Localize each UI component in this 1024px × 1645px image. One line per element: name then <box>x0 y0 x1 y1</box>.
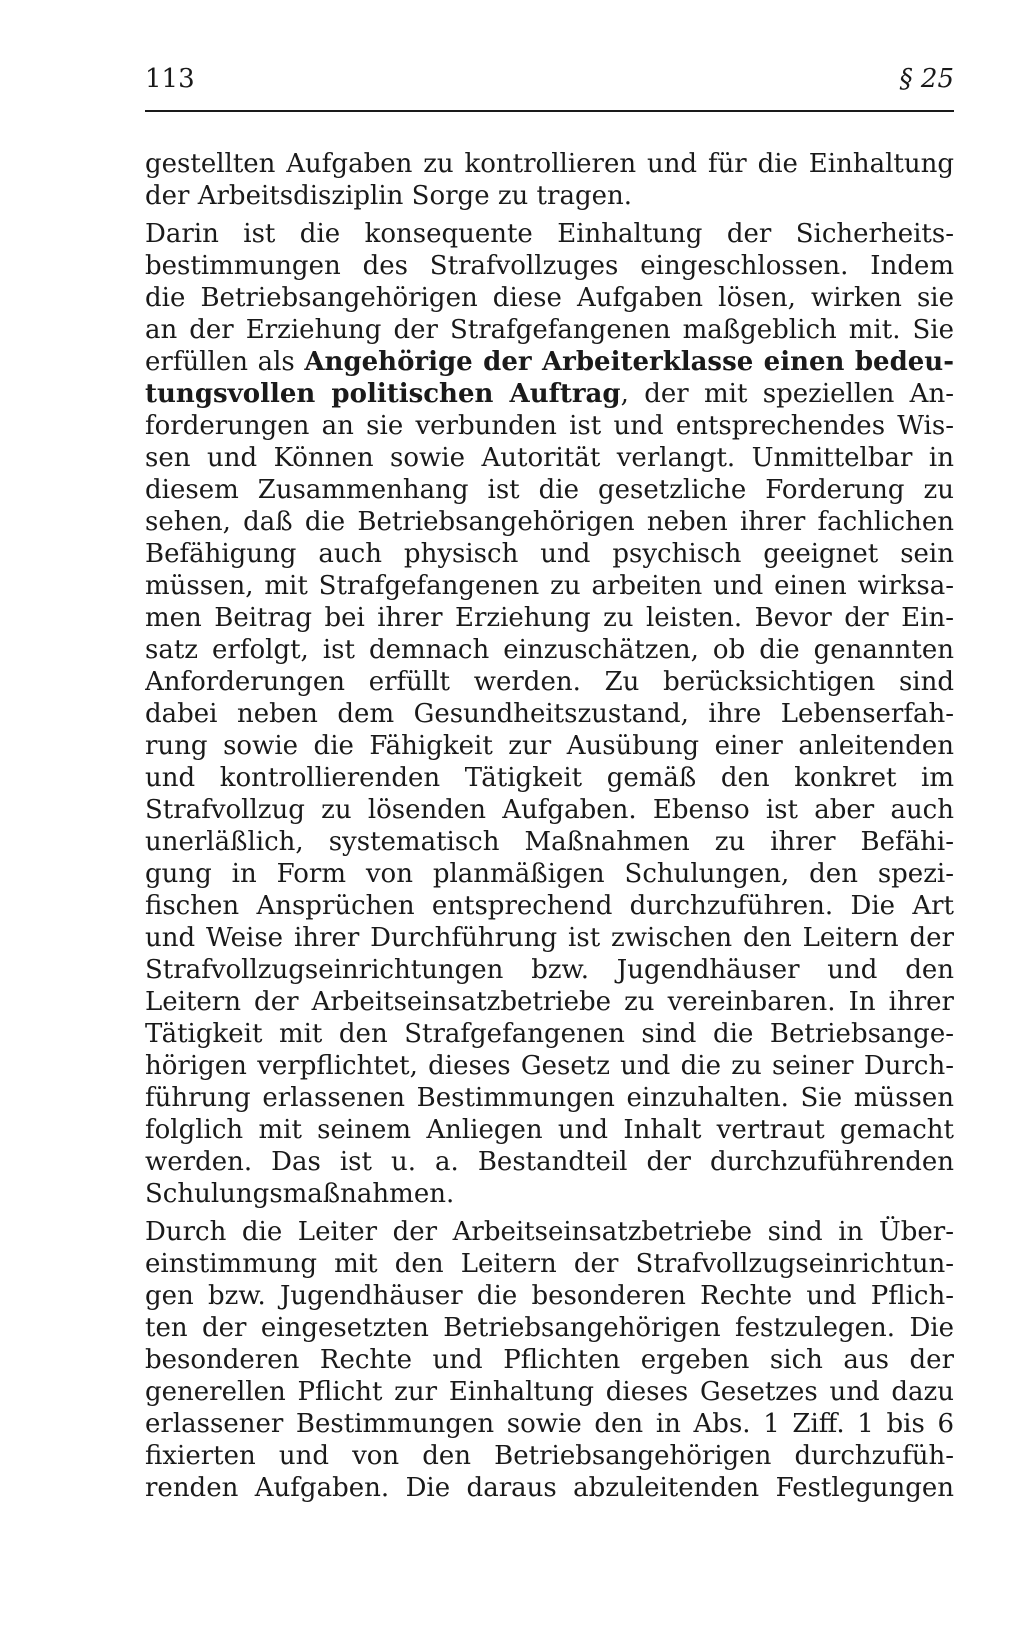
text-segment: satz erfolgt, ist demnach einzuschätzen, ob die genannten <box>145 635 954 665</box>
text-segment: erlassener Bestimmungen sowie den in Abs. 1 Ziff. 1 bis 6 <box>145 1409 954 1439</box>
header-rule <box>145 110 954 112</box>
text-line <box>145 506 954 538</box>
text-line <box>145 282 954 314</box>
text-line <box>145 634 954 666</box>
text-line <box>145 218 954 250</box>
text-segment: , der mit speziellen An- <box>620 379 954 409</box>
text-segment: einstimmung mit den Leitern der Strafvollzugseinrichtun- <box>145 1249 954 1279</box>
text-line <box>145 922 954 954</box>
page-number: 113 <box>145 64 195 94</box>
text-segment: fischen Ansprüchen entsprechend durchzuführen. Die Art <box>145 891 954 921</box>
text-segment: die Betriebsangehörigen diese Aufgaben lösen, wirken sie <box>145 283 954 313</box>
text-segment: werden. Das ist u. a. Bestandteil der durchzuführenden <box>145 1147 954 1177</box>
text-line <box>145 1440 954 1472</box>
text-segment: men Beitrag bei ihrer Erziehung zu leisten. Bevor der Ein- <box>145 603 954 633</box>
text-segment: Tätigkeit mit den Strafgefangenen sind die Betriebsange- <box>145 1019 954 1049</box>
text-line <box>145 986 954 1018</box>
text-segment: Schulungsmaßnahmen. <box>145 1179 455 1209</box>
text-line <box>145 1312 954 1344</box>
text-line <box>145 954 954 986</box>
text-segment: ten der eingesetzten Betriebsangehörigen festzulegen. Die <box>145 1313 954 1343</box>
text-segment: generellen Pflicht zur Einhaltung dieses Gesetzes und dazu <box>145 1377 954 1407</box>
text-line <box>145 1216 954 1248</box>
page-header <box>145 64 954 98</box>
text-segment: besonderen Rechte und Pflichten ergeben sich aus der <box>145 1345 954 1375</box>
text-line <box>145 1472 954 1504</box>
text-segment: hörigen verpflichtet, dieses Gesetz und die zu seiner Durch- <box>145 1051 954 1081</box>
text-line <box>145 698 954 730</box>
bold-text: Angehörige der Arbeiterklasse einen bedeu- <box>304 347 954 377</box>
text-line <box>145 1050 954 1082</box>
bold-text: tungsvollen politischen Auftrag <box>145 379 621 409</box>
text-segment: Befähigung auch physisch und psychisch geeignet sein <box>145 539 954 569</box>
text-line <box>145 1018 954 1050</box>
text-line <box>145 570 954 602</box>
text-line <box>145 1178 954 1210</box>
text-segment: Strafvollzugseinrichtungen bzw. Jugendhäuser und den <box>145 955 954 985</box>
text-line <box>145 378 954 410</box>
text-segment: rung sowie die Fähigkeit zur Ausübung einer anleitenden <box>145 731 954 761</box>
text-segment: Leitern der Arbeitseinsatzbetriebe zu vereinbaren. In ihrer <box>145 987 954 1017</box>
text-segment: und kontrollierenden Tätigkeit gemäß den konkret im <box>145 763 954 793</box>
text-segment: unerläßlich, systematisch Maßnahmen zu ihrer Befähi- <box>145 827 954 857</box>
text-line <box>145 666 954 698</box>
text-line <box>145 1248 954 1280</box>
text-line <box>145 1114 954 1146</box>
text-line <box>145 602 954 634</box>
text-segment: der Arbeitsdisziplin Sorge zu tragen. <box>145 181 632 211</box>
text-line <box>145 794 954 826</box>
text-line <box>145 410 954 442</box>
text-line <box>145 1344 954 1376</box>
text-segment: gung in Form von planmäßigen Schulungen, den spezi- <box>145 859 954 889</box>
text-segment: dabei neben dem Gesundheitszustand, ihre Lebenserfah- <box>145 699 954 729</box>
body-text <box>145 148 954 1504</box>
text-segment: diesem Zusammenhang ist die gesetzliche Forderung zu <box>145 475 954 505</box>
text-line <box>145 1082 954 1114</box>
text-segment: erfüllen als <box>145 347 305 377</box>
text-line <box>145 762 954 794</box>
text-segment: müssen, mit Strafgefangenen zu arbeiten und einen wirksa- <box>145 571 954 601</box>
text-line <box>145 1280 954 1312</box>
text-line <box>145 442 954 474</box>
text-line <box>145 314 954 346</box>
text-segment: folglich mit seinem Anliegen und Inhalt vertraut gemacht <box>145 1115 954 1145</box>
text-segment: sehen, daß die Betriebsangehörigen neben ihrer fachlichen <box>145 507 954 537</box>
text-line <box>145 858 954 890</box>
text-line <box>145 474 954 506</box>
text-segment: führung erlassenen Bestimmungen einzuhalten. Sie müssen <box>145 1083 954 1113</box>
text-line <box>145 1408 954 1440</box>
text-line <box>145 346 954 378</box>
text-segment: an der Erziehung der Strafgefangenen maßgeblich mit. Sie <box>145 315 954 345</box>
section-reference: § 25 <box>899 64 954 94</box>
text-segment: renden Aufgaben. Die daraus abzuleitenden Festlegungen <box>145 1473 954 1503</box>
text-line <box>145 730 954 762</box>
text-line <box>145 250 954 282</box>
text-line <box>145 890 954 922</box>
text-line <box>145 1376 954 1408</box>
text-segment: Strafvollzug zu lösenden Aufgaben. Ebenso ist aber auch <box>145 795 954 825</box>
text-segment: bestimmungen des Strafvollzuges eingeschlossen. Indem <box>145 251 954 281</box>
text-segment: Durch die Leiter der Arbeitseinsatzbetriebe sind in Über- <box>145 1217 954 1247</box>
text-segment: gestellten Aufgaben zu kontrollieren und für die Einhaltung <box>145 149 954 179</box>
text-line <box>145 148 954 180</box>
text-segment: und Weise ihrer Durchführung ist zwischen den Leitern der <box>145 923 954 953</box>
text-line <box>145 538 954 570</box>
text-line <box>145 1146 954 1178</box>
text-segment: sen und Können sowie Autorität verlangt. Unmittelbar in <box>145 443 954 473</box>
text-segment: fixierten und von den Betriebsangehörigen durchzufüh- <box>145 1441 954 1471</box>
text-segment: Anforderungen erfüllt werden. Zu berücksichtigen sind <box>145 667 954 697</box>
text-segment: Darin ist die konsequente Einhaltung der Sicherheits- <box>145 219 954 249</box>
text-line <box>145 826 954 858</box>
text-segment: gen bzw. Jugendhäuser die besonderen Rechte und Pflich- <box>145 1281 954 1311</box>
text-segment: forderungen an sie verbunden ist und entsprechendes Wis- <box>145 411 954 441</box>
text-line <box>145 180 954 212</box>
